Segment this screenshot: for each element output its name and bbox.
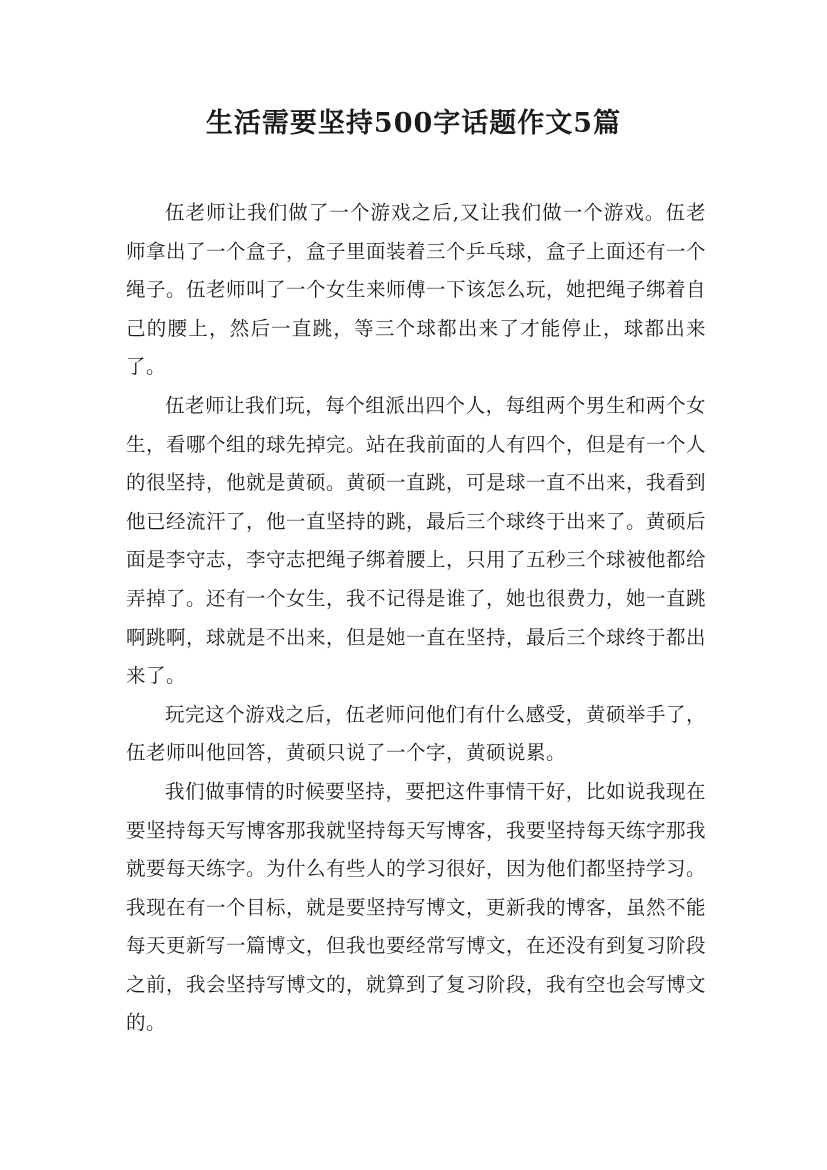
document-body	[126, 194, 706, 1043]
document-title: 生活需要坚持500字话题作文5篇	[205, 108, 622, 139]
paragraph: 伍老师让我们玩，每个组派出四个人，每组两个男生和两个女生，看哪个组的球先掉完。站在我前面的人有四个，但是有一个人的很坚持，他就是黄硕。黄硕一直跳，可是球一直不出来，我看到他已经流汗了，他一直坚持的跳，最后三个球终于出来了。黄硕后面是李守志，李守志把绳子绑着腰上，只用了五秒三个球被他都给弄掉了。还有一个女生，我不记得是谁了，她也很费力，她一直跳啊跳啊，球就是不出来，但是她一直在坚持，最后三个球终于都出来了。	[126, 393, 707, 688]
paragraph: 玩完这个游戏之后，伍老师问他们有什么感受，黄硕举手了，伍老师叫他回答，黄硕只说了一个字，黄硕说累。	[126, 702, 706, 765]
paragraph: 伍老师让我们做了一个游戏之后,又让我们做一个游戏。伍老师拿出了一个盒子，盒子里面装着三个乒乓球，盒子上面还有一个绳子。伍老师叫了一个女生来师傅一下该怎么玩，她把绳子绑着自己的腰上，然后一直跳，等三个球都出来了才能停止，球都出来了。	[126, 201, 707, 379]
paragraph: 我们做事情的时候要坚持，要把这件事情干好，比如说我现在要坚持每天写博客那我就坚持每天写博客，我要坚持每天练字那我就要每天练字。为什么有些人的学习很好，因为他们都坚持学习。我现在有一个目标，就是要坚持写博文，更新我的博客，虽然不能每天更新写一篇博文，但我也要经常写博文，在还没有到复习阶段之前，我会坚持写博文的，就算到了复习阶段，我有空也会写博文的。	[126, 779, 707, 1035]
